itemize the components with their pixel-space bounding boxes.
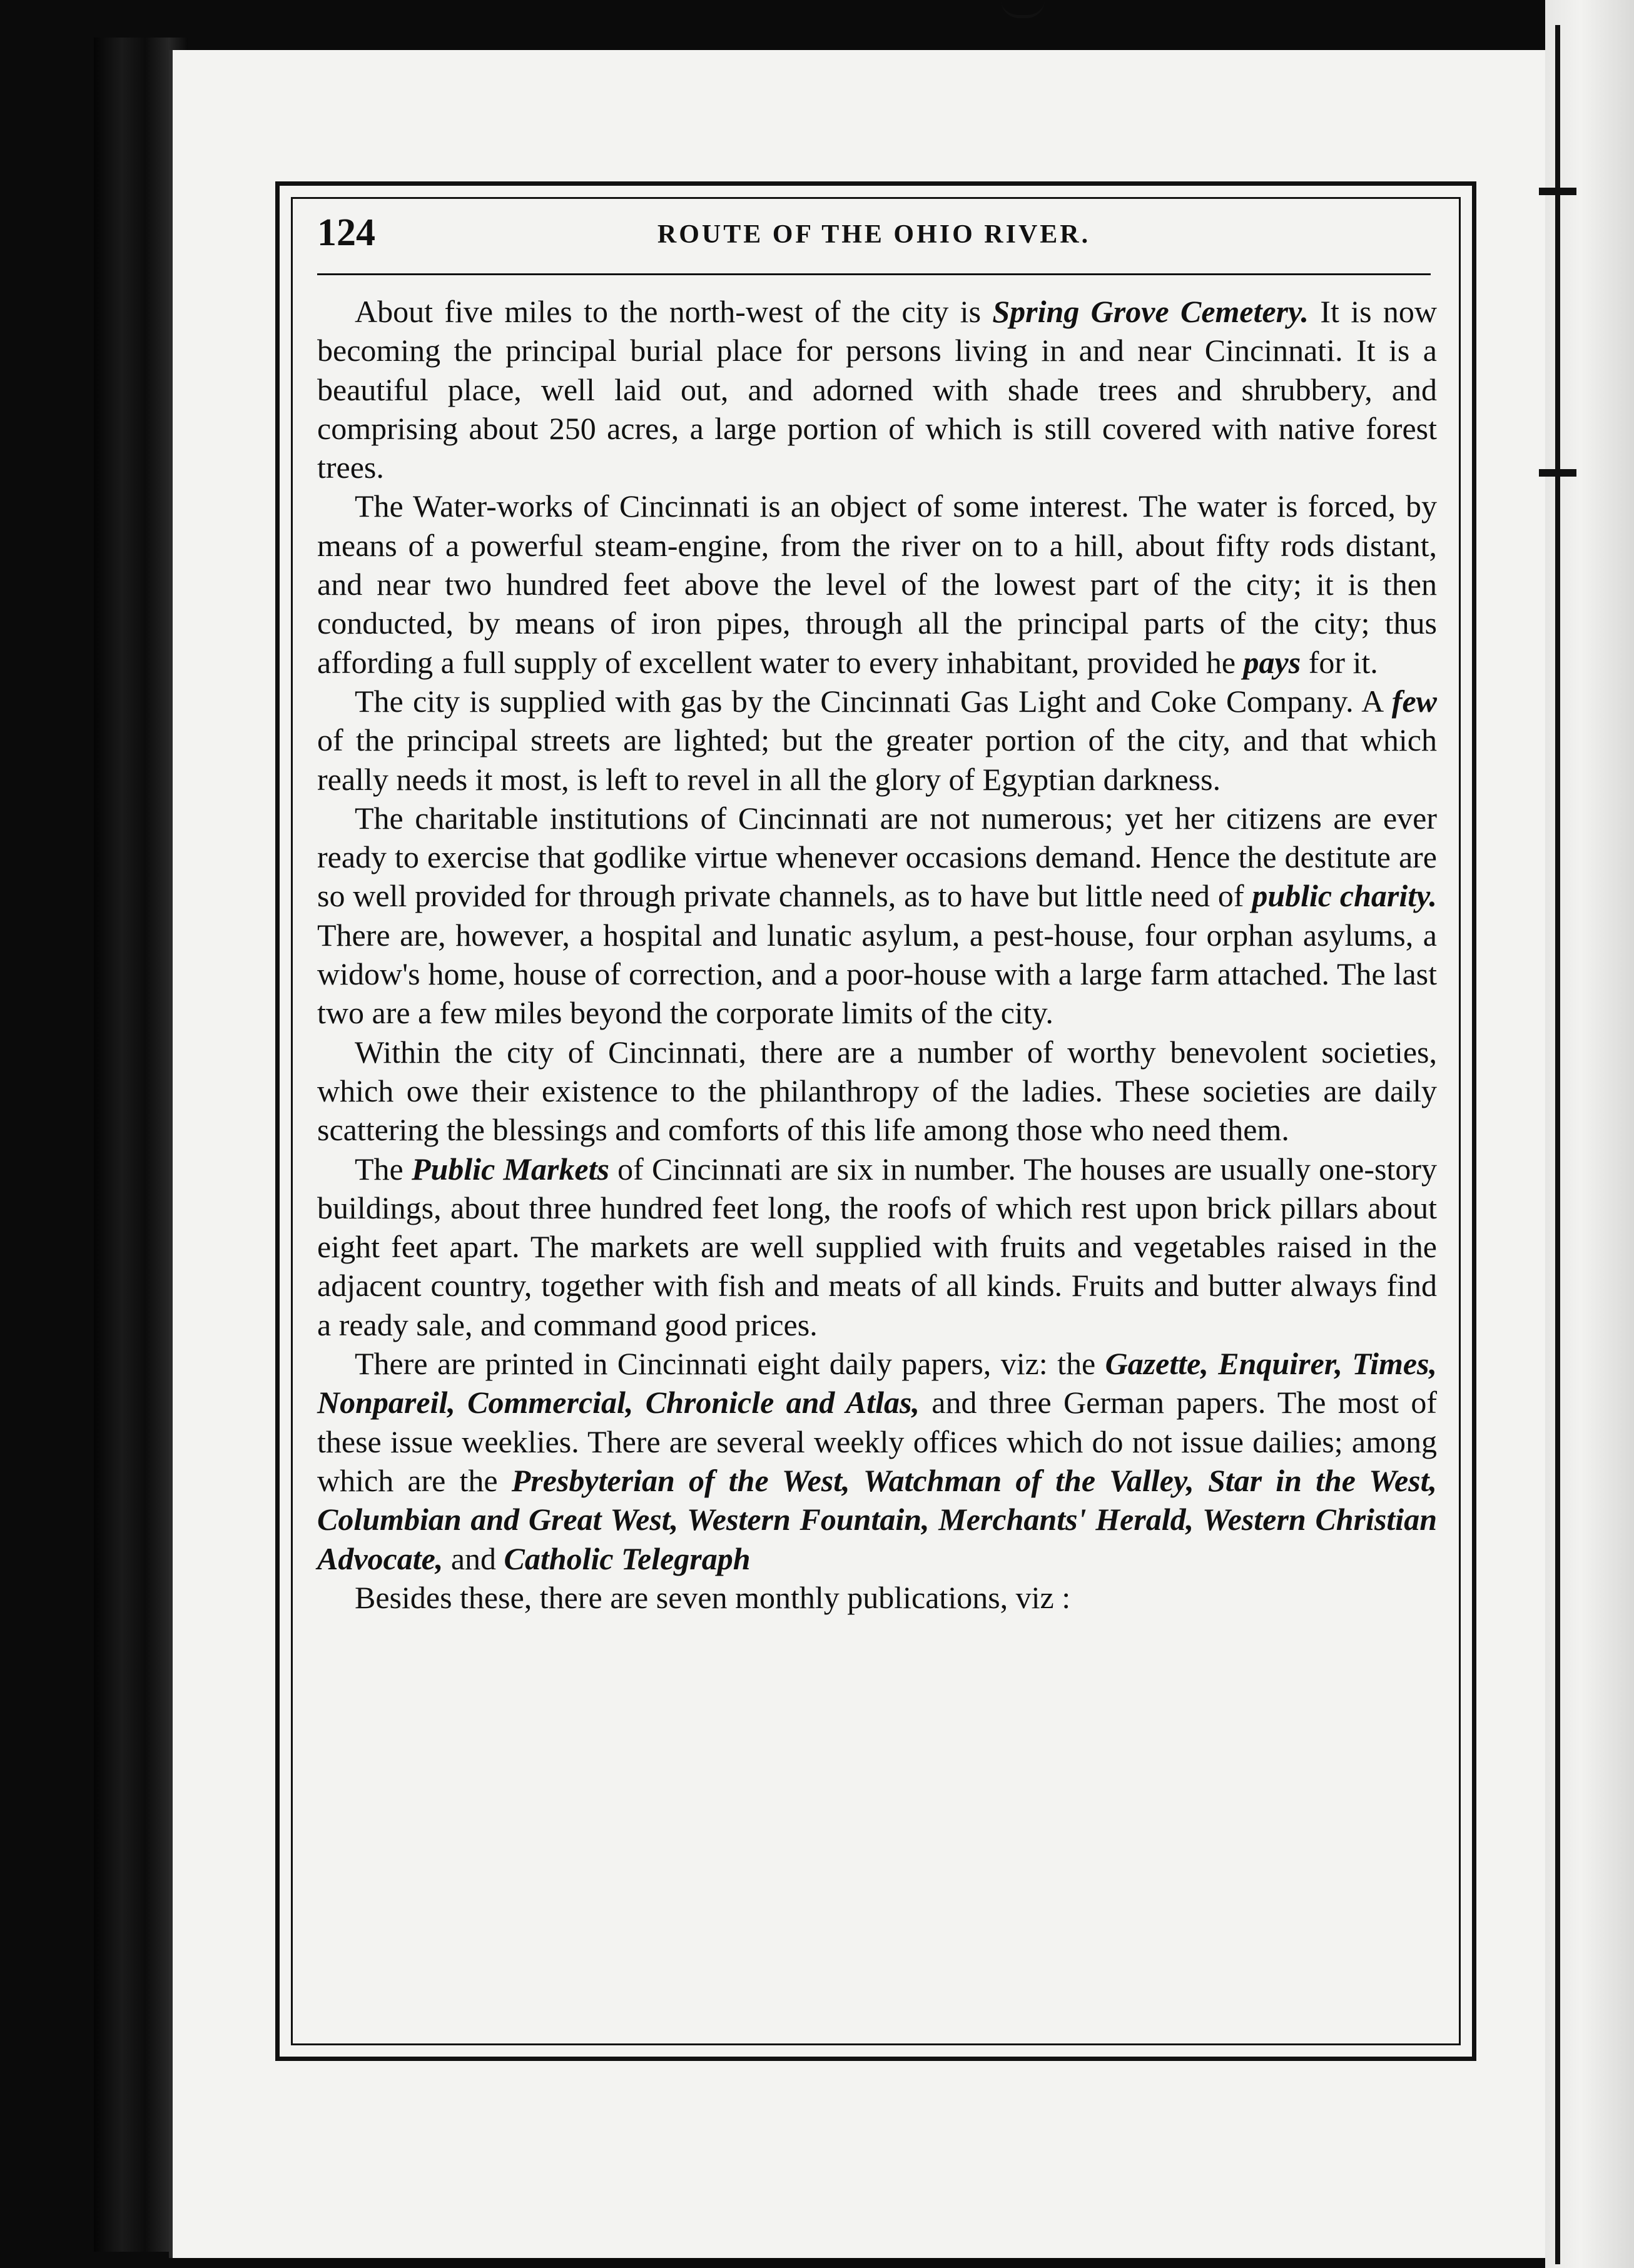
page-number: 124 <box>317 211 375 254</box>
text-run: The charitable institutions of Cincinnati are not numerous; yet her citizens are ever ready to exercise that godlike virtue whenever occasions demand. Hence the destitute are so well provided for through private channels, as to have but little need of <box>317 800 1437 914</box>
edge-mark <box>1539 469 1576 477</box>
text-run: There are printed in Cincinnati eight daily papers, viz: the <box>355 1346 1105 1382</box>
text-run: About five miles to the north-west of the city is <box>355 294 993 329</box>
text-run: of the principal streets are lighted; but the greater portion of the city, and that which really needs it most, is left to revel in all the glory of Egyptian darkness. <box>317 722 1437 797</box>
running-title: ROUTE OF THE OHIO RIVER. <box>657 220 1091 249</box>
text-run: of Cincinnati are six in number. The houses are usually one-story buildings, about three hundred feet long, the roofs of which rest upon brick pillars about eight feet apart. The markets are well supplied with fruits and vegetables raised in the adjacent country, together with fish and meats of all kinds. Fruits and butter always find a ready sale, and command good prices. <box>317 1151 1437 1342</box>
text-run: It is now becoming the principal burial place for persons living in and near Cincinnati. It is a beautiful place, well laid out, and adorned with shade trees and shrubbery, and comprising about 250 acres, a large portion of which is still covered with native forest trees. <box>317 294 1438 485</box>
paragraph <box>317 1578 1437 1617</box>
binding-clip <box>1001 0 1045 18</box>
italic-text: Spring Grove Cemetery. <box>992 294 1309 329</box>
italic-text: Public Markets <box>411 1151 609 1187</box>
text-run: Within the city of Cincinnati, there are a number of worthy benevolent societies, which owe their existence to the philanthropy of the ladies. These societies are daily scattering the blessings and comforts of this life among those who need them. <box>317 1034 1437 1148</box>
text-run: and <box>443 1541 504 1576</box>
paragraph <box>317 799 1437 1033</box>
body-text <box>317 292 1437 1617</box>
text-run: There are, however, a hospital and lunatic asylum, a pest-house, four orphan asylums, a widow's home, house of correction, and a poor-house with a large farm attached. The last two are a few miles beyond the corporate limits of the city. <box>317 917 1437 1031</box>
italic-text: Gazette, Enquirer, Times, Nonpareil, Commercial, Chronicle and Atlas, <box>317 1346 1438 1420</box>
text-run: The <box>355 1151 412 1187</box>
paragraph <box>317 1344 1437 1578</box>
page-header <box>317 211 1431 280</box>
paragraph <box>317 292 1437 487</box>
italic-text: few <box>1391 683 1437 719</box>
text-run: The city is supplied with gas by the Cincinnati Gas Light and Coke Company. A <box>355 683 1392 719</box>
italic-text: Catholic Telegraph <box>504 1541 751 1576</box>
paragraph <box>317 1033 1437 1150</box>
page-edge-line <box>1555 25 1560 2264</box>
text-run: The Water-works of Cincinnati is an object of some interest. The water is forced, by means of a powerful steam-engine, from the river on to a hill, about fifty rods distant, and near two hundred feet above the level of the lowest part of the city; it is then conducted, by means of iron pipes, through all the principal parts of the city; thus affording a full supply of excellent water to every inhabitant, provided he <box>317 489 1437 680</box>
text-run: and three German papers. The most of these issue weeklies. There are several weekly offices which do not issue dailies; among which are the <box>317 1385 1438 1498</box>
page-border <box>275 181 1476 2061</box>
edge-mark <box>1539 188 1576 195</box>
text-run: Besides these, there are seven monthly publications, viz : <box>355 1579 1071 1615</box>
italic-text: Presbyterian of the West, Watchman of the Valley, Star in the West, Columbian and Great West, Western Fountain, Merchants' Herald, Western Christian Advocate, <box>317 1462 1437 1576</box>
italic-text: public charity. <box>1252 878 1437 914</box>
paragraph <box>317 1150 1437 1344</box>
paragraph <box>317 487 1437 681</box>
header-rule <box>317 273 1431 275</box>
paragraph <box>317 682 1437 799</box>
italic-text: pays <box>1243 644 1301 680</box>
text-run: for it. <box>1301 644 1378 680</box>
